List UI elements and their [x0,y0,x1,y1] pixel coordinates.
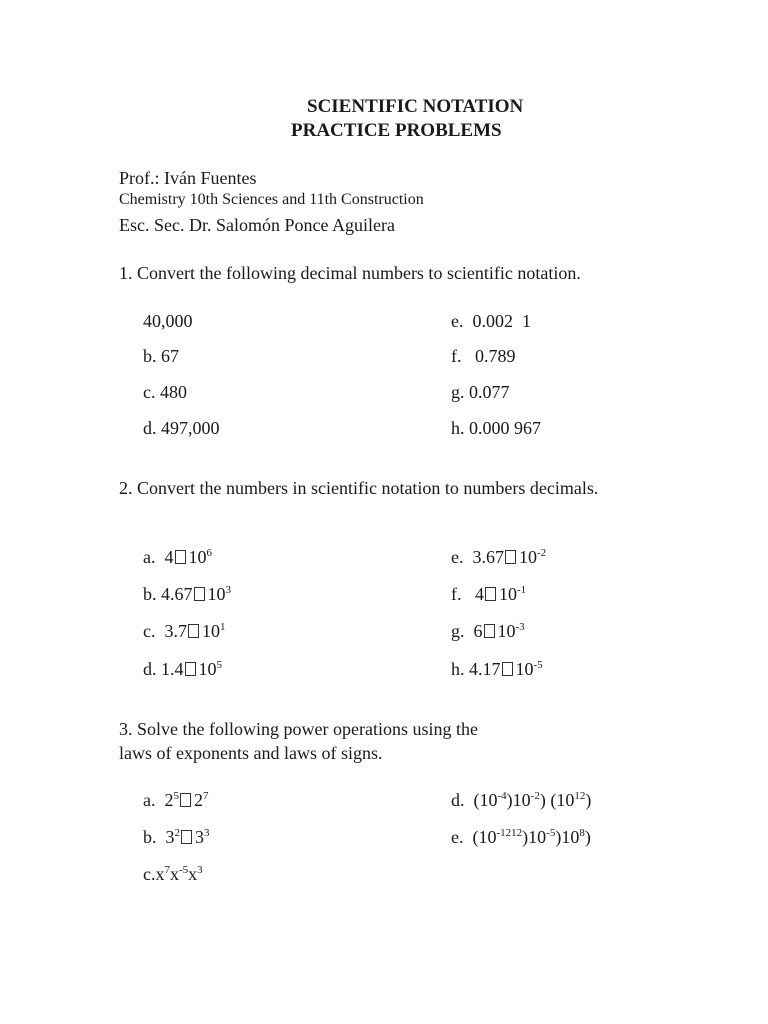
q2-item-c: c. 3.7 $10^1$ [143,621,226,641]
professor-name: Prof.: Iván Fuentes [119,168,257,188]
times-glyph [188,624,199,638]
q3-item-a: a. $2^5$ $2^7$ [143,790,209,810]
q3-item-e: e. $(10^{-1212})10^{-5})10^8$) [451,827,591,847]
title-line-1: SCIENTIFIC NOTATION [307,96,524,117]
times-glyph [502,662,513,676]
q1-item-e: e. 0.002 1 [451,311,531,331]
q1-item-g: g. 0.077 [451,382,510,402]
question-2: 2. Convert the numbers in scientific notation to numbers decimals. [119,478,599,498]
q1-item-d: d. 497,000 [143,418,220,438]
q2-item-h: h. 4.17 $10^{-5}$ [451,659,543,679]
times-glyph [185,662,196,676]
q2-item-e: e. 3.67 $10^{-2}$ [451,547,547,567]
q2-item-b: b. 4.67 $10^3$ [143,584,231,604]
times-glyph [484,624,495,638]
times-glyph [485,587,496,601]
q1-item-h: h. 0.000 967 [451,418,541,438]
times-glyph [194,587,205,601]
title-line-2: PRACTICE PROBLEMS [291,120,502,141]
times-glyph [180,793,191,807]
times-glyph [181,830,192,844]
q2-item-g: g. 6 $10^{-3}$ [451,621,525,641]
q2-item-a: a. 4 $10^6$ [143,547,212,567]
q1-item-f: f. 0.789 [451,346,516,366]
course-name: Chemistry 10th Sciences and 11th Construction [119,191,424,208]
times-glyph [505,550,516,564]
school-name: Esc. Sec. Dr. Salomón Ponce Aguilera [119,215,395,235]
q3-item-d: d. $(10^{-4})10^{-2}$) $(10^{12})$ [451,790,592,810]
q3-item-b: b. $3^2$ $3^3$ [143,827,210,847]
question-3-line-1: 3. Solve the following power operations using the [119,719,478,739]
q1-item-b: b. 67 [143,346,179,366]
q1-item-a: 40,000 [143,311,193,331]
q1-item-c: c. 480 [143,382,187,402]
q3-item-c: $c.x^7x^{-5}x^3$ [143,864,203,884]
q2-item-d: d. 1.4 $10^5$ [143,659,222,679]
times-glyph [175,550,186,564]
q2-item-f: f. 4 $10^{-1}$ [451,584,527,604]
question-3-line-2: laws of exponents and laws of signs. [119,743,383,763]
question-1: 1. Convert the following decimal numbers to scientific notation. [119,263,581,283]
